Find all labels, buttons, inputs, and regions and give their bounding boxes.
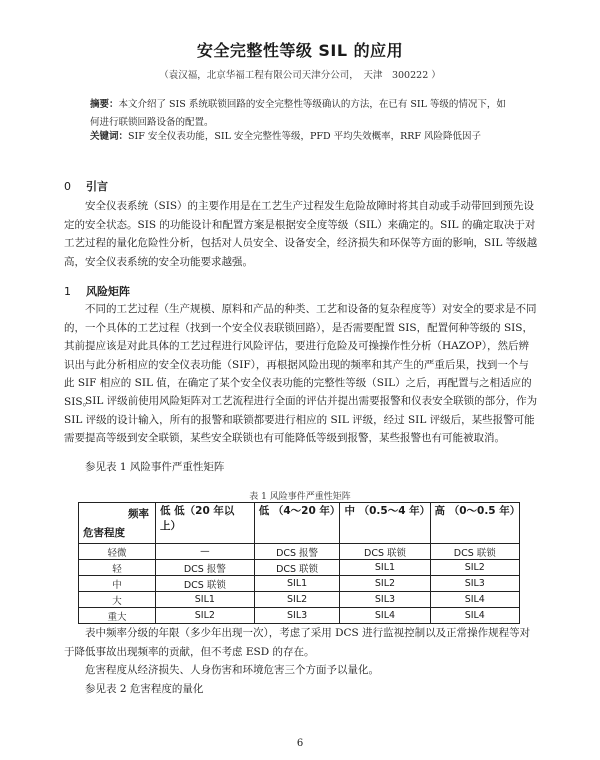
page-number: 6 bbox=[296, 738, 304, 749]
table-cell: SIL3 bbox=[340, 592, 430, 608]
risk-paragraph-1: 不同的工艺过程（生产规模、原料和产品的种类、工艺和设备的复杂程度等）对安全的要求是不同的，一个具体的工艺过程（找到一个安全仪表联锁回路），是否需要配置 SIS，配置何种等级的 SIS，其前提应该是对此具体的工艺过程进行风险评估，要进行危险及可操操作性分析（HAZOP），然后辨识出与此分析相应的安全仪表功能（SIF），再根据风险出现的频率和其产生的严重后果，找到一个与此 SIF 相应的 SIL 值，在确定了某个安全仪表功能的完整性等级（SIL）之后，再配置与之相适应的 SIS。 bbox=[64, 303, 537, 408]
table-cell: SIL4 bbox=[340, 608, 430, 624]
severity-cell: 中 bbox=[79, 576, 156, 592]
corner-severity-label: 危害程度 bbox=[83, 527, 125, 539]
table-cell: SIL1 bbox=[254, 576, 340, 592]
keywords-label: 关键词： bbox=[90, 131, 129, 142]
keywords-text: SIF 安全仪表功能，SIL 安全完整性等级，PFD 平均失效概率，RRF 风险降低因子 bbox=[128, 131, 482, 142]
table-cell: SIL4 bbox=[430, 592, 519, 608]
after-table-paragraph-1: 表中频率分级的年限（多少年出现一次），考虑了采用 DCS 进行监视控制以及正常操作规程等对于降低事故出现频率的贡献，但不考虑 ESD 的存在。 bbox=[64, 627, 531, 658]
table-cell: SIL4 bbox=[430, 608, 519, 624]
corner-frequency-label: 频率 bbox=[128, 508, 149, 520]
table-row bbox=[79, 544, 520, 560]
table-row bbox=[79, 576, 520, 592]
table-cell: DCS 联锁 bbox=[340, 544, 430, 560]
table-row bbox=[79, 592, 520, 608]
table-cell: DCS 联锁 bbox=[254, 560, 340, 576]
section-number: 1 bbox=[64, 285, 71, 298]
table-cell: SIL2 bbox=[340, 576, 430, 592]
table-corner-cell bbox=[79, 503, 156, 544]
after-table-paragraph-3: 参见表 2 危害程度的量化 bbox=[85, 683, 204, 695]
abstract-label: 摘要： bbox=[90, 99, 119, 110]
column-header: 低 （4～20 年） bbox=[254, 503, 340, 544]
table-cell: SIL2 bbox=[430, 560, 519, 576]
section-heading-risk bbox=[64, 283, 130, 299]
column-header: 中 （0.5～4 年） bbox=[340, 503, 430, 544]
section-title: 风险矩阵 bbox=[86, 285, 130, 298]
paper-title: 安全完整性等级 SIL 的应用 bbox=[196, 41, 404, 60]
severity-cell: 轻 bbox=[79, 560, 156, 576]
section-heading-intro bbox=[64, 178, 108, 194]
table-cell: DCS 报警 bbox=[156, 560, 255, 576]
risk-paragraph-2: SIL 评级前使用风险矩阵对工艺流程进行全面的评估并提出需要报警和仪表安全联锁的部分，作为 SIL 评级的设计输入，所有的报警和联锁都要进行相应的 SIL 评级，经过 SIL 评级后，某些报警可能需要提高等级到安全联锁，某些安全联锁也有可能降低等级到报警，某些报警也有可能被取消。 bbox=[64, 395, 538, 444]
table-cell: SIL2 bbox=[254, 592, 340, 608]
table-cell: SIL3 bbox=[430, 576, 519, 592]
table-row bbox=[79, 608, 520, 624]
abstract-text: 本文介绍了 SIS 系统联锁回路的安全完整性等级确认的方法，在已有 SIL 等级的情况下，如何进行联锁回路设备的配置。 bbox=[90, 99, 506, 128]
severity-cell: 大 bbox=[79, 592, 156, 608]
table-cell: — bbox=[156, 544, 255, 560]
table-cell: SIL1 bbox=[340, 560, 430, 576]
intro-paragraph: 安全仪表系统（SIS）的主要作用是在工艺生产过程发生危险故障时将其自动或手动带回到预先设定的安全状态。SIS 的功能设计和配置方案是根据安全度等级（SIL）来确定的。SIL 的确定取决于对工艺过程的量化危险性分析，包括对人员安全、设备安全，经济损失和环保等方面的影响，SIL 等级越高，安全仪表系统的安全功能要求越强。 bbox=[64, 200, 538, 268]
severity-cell: 重大 bbox=[79, 608, 156, 624]
risk-matrix-table bbox=[78, 502, 520, 624]
keywords bbox=[90, 128, 510, 146]
table-cell: SIL2 bbox=[156, 608, 255, 624]
author-line: （袁汉福，北京华福工程有限公司天津分公司， 天津 300222 ） bbox=[159, 70, 441, 81]
severity-cell: 轻微 bbox=[79, 544, 156, 560]
column-header: 高 （0～0.5 年） bbox=[430, 503, 519, 544]
table-caption: 表 1 风险事件严重性矩阵 bbox=[249, 492, 351, 502]
table-cell: DCS 报警 bbox=[254, 544, 340, 560]
table-cell: DCS 联锁 bbox=[156, 576, 255, 592]
column-header: 低 低（20 年以上） bbox=[156, 503, 255, 544]
abstract bbox=[90, 96, 510, 132]
table-cell: SIL1 bbox=[156, 592, 255, 608]
table-header-row bbox=[79, 503, 520, 544]
risk-paragraph-3: 参见表 1 风险事件严重性矩阵 bbox=[85, 461, 225, 473]
table-row bbox=[79, 560, 520, 576]
section-number: 0 bbox=[64, 180, 71, 193]
section-title: 引言 bbox=[86, 180, 108, 193]
table-cell: DCS 联锁 bbox=[430, 544, 519, 560]
table-cell: SIL3 bbox=[254, 608, 340, 624]
after-table-paragraph-2: 危害程度从经济损失、人身伤害和环境危害三个方面予以量化。 bbox=[85, 664, 379, 676]
